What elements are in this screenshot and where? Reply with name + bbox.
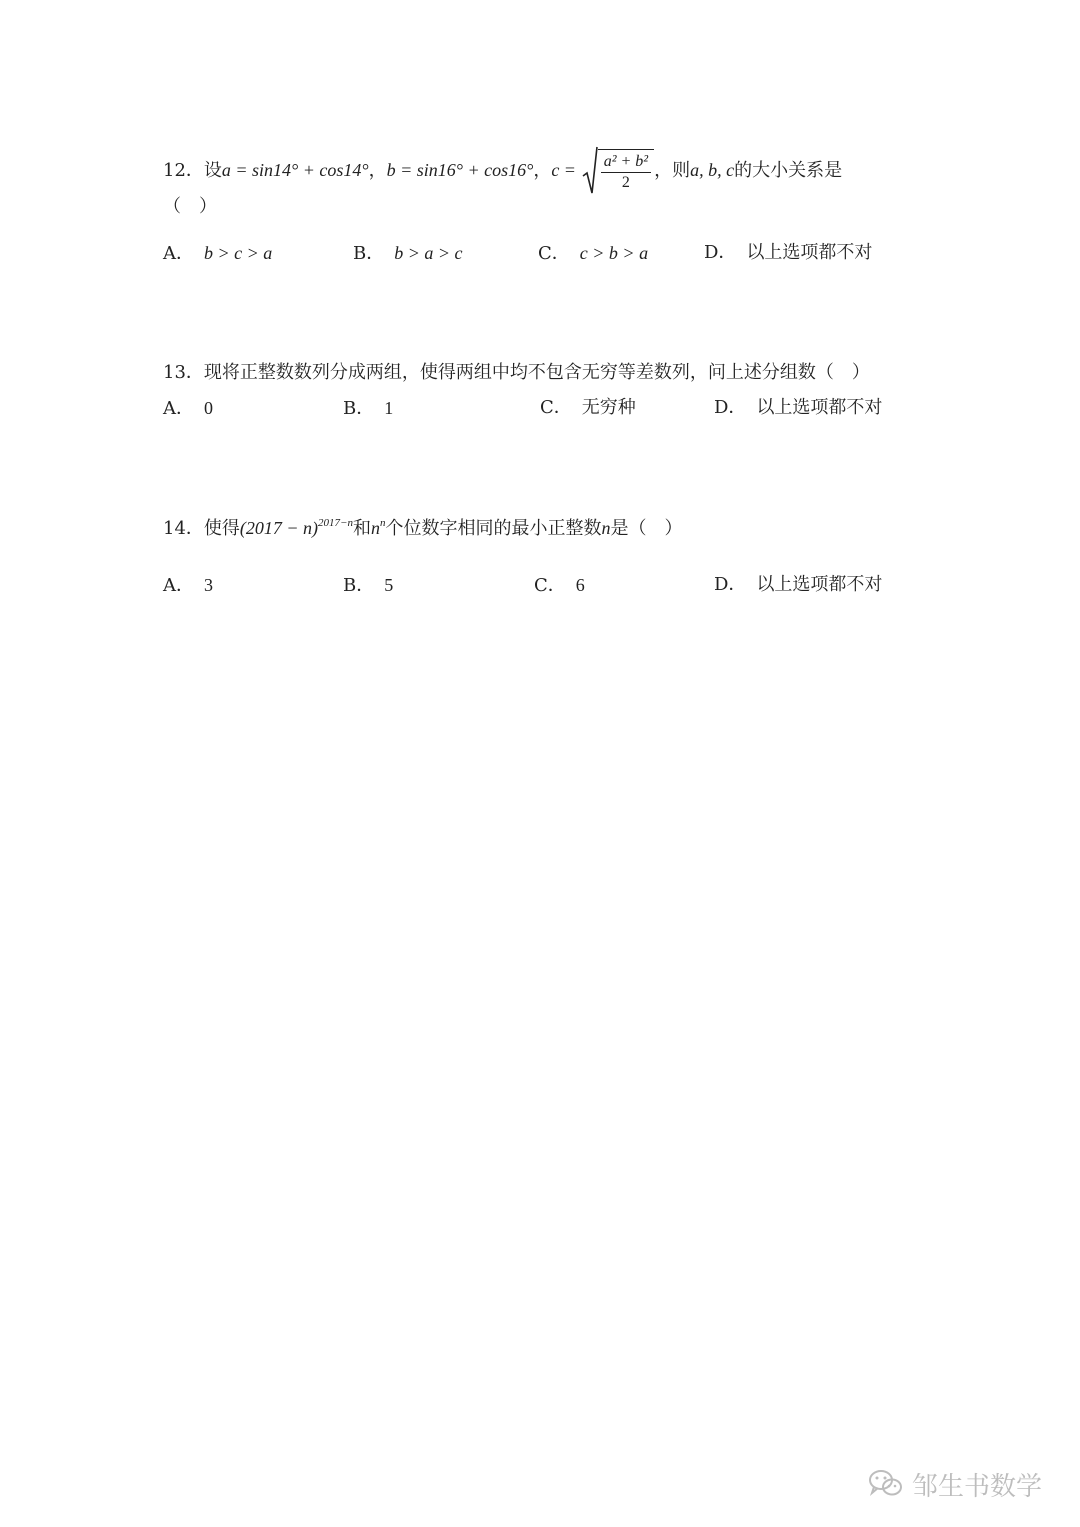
option-label: D． xyxy=(714,397,747,418)
stem-text: 现将正整数数列分成两组，使得两组中均不包含无穷等差数列，问上述分组数（ ） xyxy=(203,362,870,383)
b-expression: b = sin16° + cos16° xyxy=(386,160,534,180)
question-12-stem xyxy=(163,146,842,196)
question-14-stem xyxy=(163,516,682,541)
option-c xyxy=(534,573,585,598)
option-b xyxy=(343,573,393,598)
n-exponent: n xyxy=(379,517,386,529)
option-text: 以上选项都不对 xyxy=(746,242,873,263)
radical-sign xyxy=(582,146,598,196)
option-text: 0 xyxy=(204,398,213,418)
stem-mid: 和 xyxy=(352,518,371,539)
fraction-denominator: 2 xyxy=(621,174,630,191)
option-label: A． xyxy=(163,575,194,596)
n-variable: n xyxy=(601,518,611,538)
option-label: C． xyxy=(534,575,566,596)
option-label: D． xyxy=(714,574,747,595)
watermark-text: 邹生书数学 xyxy=(912,1471,1043,1502)
square-root xyxy=(582,146,654,196)
option-text: 无穷种 xyxy=(581,397,636,418)
option-b xyxy=(343,396,393,421)
option-label: A． xyxy=(163,398,194,419)
option-label: D． xyxy=(704,242,737,263)
option-text: 5 xyxy=(384,575,394,595)
option-d xyxy=(704,241,872,265)
option-text: 6 xyxy=(575,575,585,595)
option-text: b > a > c xyxy=(394,243,463,263)
option-label: C． xyxy=(538,243,570,264)
variables: a, b, c xyxy=(690,160,735,180)
option-c xyxy=(538,241,648,266)
option-text: 1 xyxy=(384,398,394,418)
option-d xyxy=(714,573,882,597)
option-text: c > b > a xyxy=(579,243,649,263)
stem-lead: 使得 xyxy=(203,518,240,539)
power-exponent: 2017−n xyxy=(318,517,353,529)
option-b xyxy=(353,241,463,266)
question-number: 13． xyxy=(163,362,204,383)
question-13-stem xyxy=(163,361,870,385)
option-c xyxy=(540,396,636,420)
option-text: 3 xyxy=(204,575,213,595)
question-number: 12． xyxy=(163,160,204,181)
stem-end: 是（ ） xyxy=(610,518,683,539)
watermark xyxy=(868,1462,1058,1506)
option-a xyxy=(163,396,213,421)
answer-paren: （ ） xyxy=(163,196,217,217)
option-label: C． xyxy=(540,397,572,418)
option-label: B． xyxy=(343,398,375,419)
question-number: 14． xyxy=(163,518,204,539)
stem-tail: 个位数字相同的最小正整数 xyxy=(385,518,602,539)
option-label: B． xyxy=(343,575,375,596)
stem-tail-post: 的大小关系是 xyxy=(734,160,843,181)
option-a xyxy=(163,573,213,598)
option-text: 以上选项都不对 xyxy=(756,397,883,418)
c-lhs: c = xyxy=(551,160,576,180)
option-text: 以上选项都不对 xyxy=(756,574,883,595)
separator: ， xyxy=(368,160,387,181)
a-expression: a = sin14° + cos14° xyxy=(221,160,369,180)
option-label: A． xyxy=(163,243,194,264)
stem-tail-pre: ，则 xyxy=(654,160,691,181)
option-a xyxy=(163,241,272,266)
fraction-numerator: a² + b² xyxy=(601,152,651,173)
power-base: (2017 − n) xyxy=(239,518,319,538)
option-text: b > c > a xyxy=(204,243,273,263)
stem-lead: 设 xyxy=(203,160,222,181)
wechat-icon xyxy=(868,1468,904,1500)
option-d xyxy=(714,396,882,420)
option-label: B． xyxy=(353,243,385,264)
separator: ， xyxy=(533,160,552,181)
fraction xyxy=(598,149,654,193)
n-base: n xyxy=(370,518,380,538)
